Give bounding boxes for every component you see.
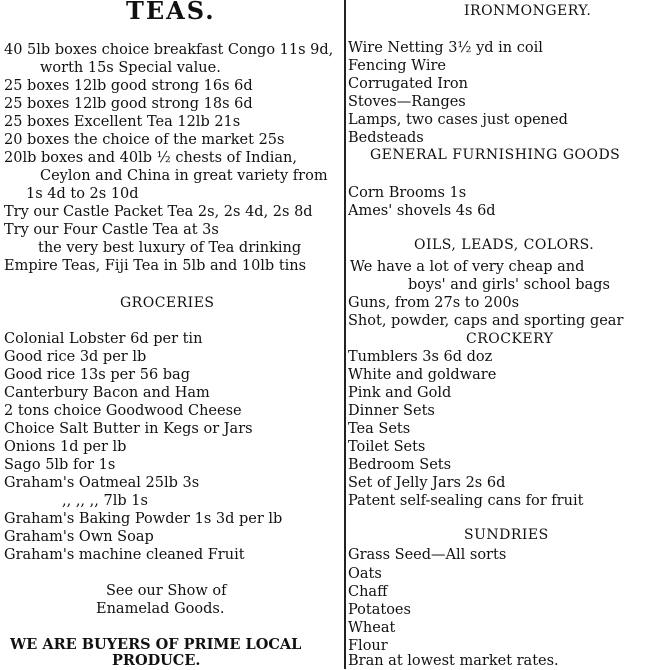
crockery-line: Bedroom Sets xyxy=(348,457,452,473)
teas-line: the very best luxury of Tea drinking xyxy=(38,240,302,256)
show-line: Enamelad Goods. xyxy=(96,601,225,617)
ironmongery-line: Fencing Wire xyxy=(348,58,446,74)
ironmongery-line: Lamps, two cases just opened xyxy=(348,112,568,128)
teas-line: 25 boxes 12lb good strong 18s 6d xyxy=(4,96,253,112)
groceries-line: Canterbury Bacon and Ham xyxy=(4,385,210,401)
ironmongery-line: Wire Netting 3½ yd in coil xyxy=(348,40,543,56)
oils-heading: OILS, LEADS, COLORS. xyxy=(414,237,595,253)
groceries-line: 2 tons choice Goodwood Cheese xyxy=(4,403,242,419)
groceries-line: Colonial Lobster 6d per tin xyxy=(4,331,203,347)
teas-line: Ceylon and China in great variety from xyxy=(40,168,328,184)
teas-line: 1s 4d to 2s 10d xyxy=(26,186,139,202)
furnishing-line: Corn Brooms 1s xyxy=(348,185,467,201)
teas-line: 40 5lb boxes choice breakfast Congo 11s 9d, xyxy=(4,42,334,58)
ironmongery-line: Bedsteads xyxy=(348,130,424,146)
sundries-line: Oats xyxy=(348,566,382,582)
teas-line: 25 boxes 12lb good strong 16s 6d xyxy=(4,78,253,94)
groceries-line: Choice Salt Butter in Kegs or Jars xyxy=(4,421,253,437)
teas-line: 20 boxes the choice of the market 25s xyxy=(4,132,285,148)
groceries-line: Onions 1d per lb xyxy=(4,439,127,455)
groceries-line: Graham's machine cleaned Fruit xyxy=(4,547,245,563)
oils-line: We have a lot of very cheap and xyxy=(350,259,585,275)
sundries-line: Bran at lowest market rates. xyxy=(348,653,559,669)
crockery-heading: CROCKERY xyxy=(466,331,554,347)
groceries-line: ,, ,, ,, 7lb 1s xyxy=(62,493,148,509)
teas-heading: TEAS. xyxy=(126,0,216,25)
ironmongery-line: Corrugated Iron xyxy=(348,76,468,92)
groceries-line: Good rice 13s per 56 bag xyxy=(4,367,190,383)
crockery-line: White and goldware xyxy=(348,367,497,383)
furnishing-line: Ames' shovels 4s 6d xyxy=(348,203,496,219)
sundries-line: Flour xyxy=(348,638,388,654)
sundries-line: Wheat xyxy=(348,620,396,636)
furnishing-heading: GENERAL FURNISHING GOODS xyxy=(370,147,621,163)
footer-line: PRODUCE. xyxy=(112,652,201,669)
groceries-line: Good rice 3d per lb xyxy=(4,349,147,365)
crockery-line: Set of Jelly Jars 2s 6d xyxy=(348,475,506,491)
groceries-line: Graham's Own Soap xyxy=(4,529,154,545)
teas-line: Try our Castle Packet Tea 2s, 2s 4d, 2s 8d xyxy=(4,204,313,220)
teas-line: 25 boxes Excellent Tea 12lb 21s xyxy=(4,114,241,130)
crockery-line: Tumblers 3s 6d doz xyxy=(348,349,493,365)
groceries-line: Sago 5lb for 1s xyxy=(4,457,116,473)
crockery-line: Pink and Gold xyxy=(348,385,452,401)
groceries-line: Graham's Oatmeal 25lb 3s xyxy=(4,475,200,491)
show-line: See our Show of xyxy=(106,583,227,599)
sundries-heading: SUNDRIES xyxy=(464,527,549,543)
teas-line: 20lb boxes and 40lb ½ chests of Indian, xyxy=(4,150,297,166)
crockery-line: Patent self-sealing cans for fruit xyxy=(348,493,584,509)
teas-line: worth 15s Special value. xyxy=(40,60,221,76)
oils-line: Guns, from 27s to 200s xyxy=(348,295,520,311)
teas-line: Try our Four Castle Tea at 3s xyxy=(4,222,219,238)
crockery-line: Toilet Sets xyxy=(348,439,426,455)
oils-line: Shot, powder, caps and sporting gear xyxy=(348,313,624,329)
column-divider xyxy=(344,0,346,669)
groceries-heading: GROCERIES xyxy=(120,295,215,311)
sundries-line: Chaff xyxy=(348,584,388,600)
oils-line: boys' and girls' school bags xyxy=(408,277,610,293)
teas-line: Empire Teas, Fiji Tea in 5lb and 10lb tins xyxy=(4,258,307,274)
crockery-line: Dinner Sets xyxy=(348,403,435,419)
ironmongery-heading: IRONMONGERY. xyxy=(464,3,592,19)
crockery-line: Tea Sets xyxy=(348,421,411,437)
sundries-line: Potatoes xyxy=(348,602,411,618)
footer-line: WE ARE BUYERS OF PRIME LOCAL xyxy=(10,636,302,653)
ironmongery-line: Stoves—Ranges xyxy=(348,94,466,110)
sundries-line: Grass Seed—All sorts xyxy=(348,547,507,563)
groceries-line: Graham's Baking Powder 1s 3d per lb xyxy=(4,511,283,527)
